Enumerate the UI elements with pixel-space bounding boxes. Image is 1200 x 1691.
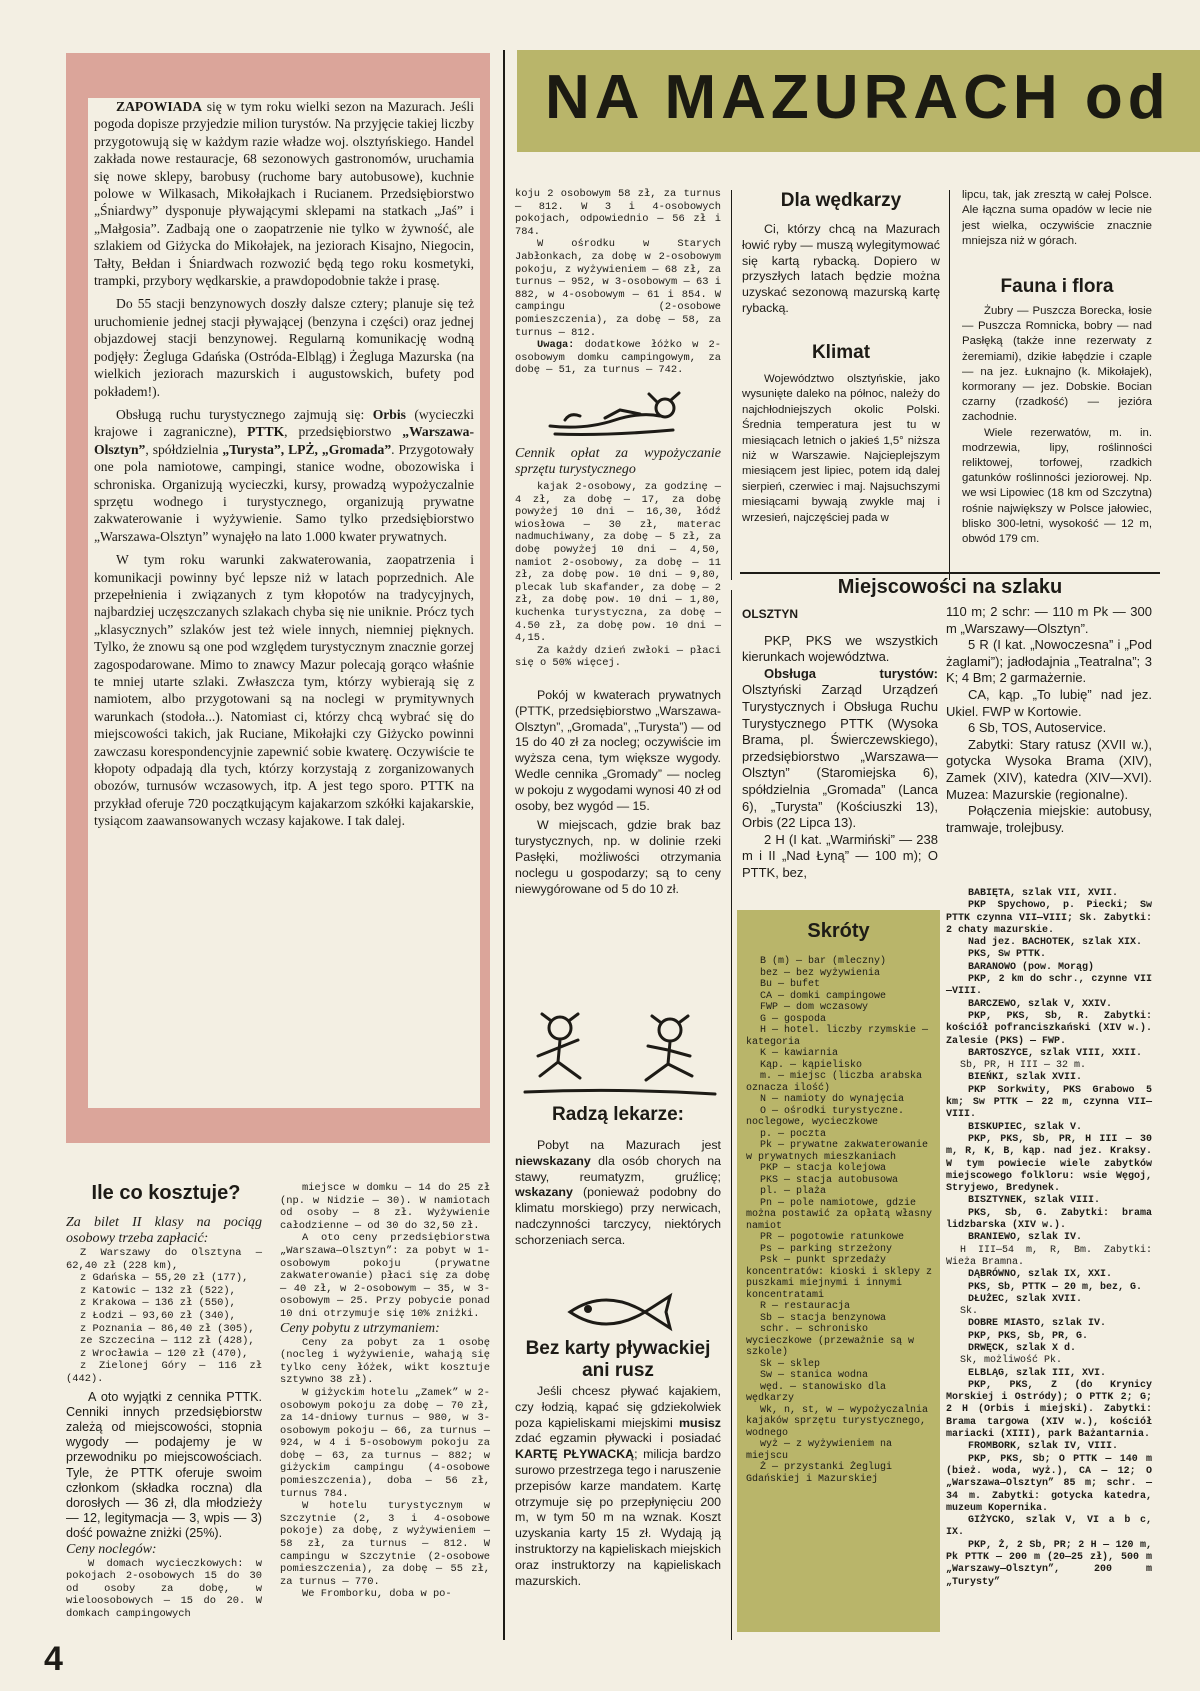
- kosztuje-paragraph: W hotelu turystycznym w Szczytnie (2, 3 i 4-osobowe pokoje) za dobę, z wyżywieniem — 58 zł, za turnus — 812. W campingu w Szczytnie (2-osobowe pomieszczenia), za dobę — 55 zł, za turnus — 770.: [280, 1500, 490, 1588]
- skroty-title: Skróty: [807, 920, 870, 942]
- place-entry: BARTOSZYCE, szlak VIII, XXII.: [968, 1047, 1143, 1059]
- intro-text: się w tym roku wielki sezon na Mazurach. Jeśli pogoda dopisze przyjedzie milion turystów. Na przyjęcie takiej liczby przygotowują się w każdym razie władze woj. olsztyńskiego. Handel zakłada nowe restauracje, 68 sezonowych gastronomów, uruchamia się nowe sklepy, barobusy (ruchome bary autobusowe), kuchnie polowe w Wilkasach, Mikołajkach i Rucianem. Przedsiębiorstwo „Śniardwy” dysponuje pływającymi sklepami na statkach „Jaś” i „Małgosia”. Zadbają one o zaopatrzenie nie tylko w żywność, ale szlakiem od Giżycka do Mikołajek, na jeziorach Kisajno, Niegocin, Tałty, Bełdan i Śniardwach rozwozić będą tego roku kosmetyki, trampki, przybory wędkarskie, a prawdopodobnie także i prasę.: [94, 99, 474, 289]
- karta-text-part: Jeśli chcesz pływać kajakiem, czy łodzią, kąpać się gdziekolwiek poza kąpieliskami miejskimi: [515, 1384, 721, 1430]
- skrot-entry: CA — domki campingowe: [760, 990, 887, 1002]
- karta-title: Bez karty pływackiej ani rusz: [525, 1338, 711, 1381]
- kosztuje-title: Ile co kosztuje?: [91, 1182, 241, 1204]
- lekarze-bold: niewskazany: [515, 1153, 591, 1168]
- banner-title: NA MAZURACH od: [545, 63, 1171, 132]
- skrot-entry: Psk — punkt sprzedaży koncentratów: kioski i sklepy z puszkami miejnymi i innymi koncentratami: [746, 1255, 933, 1301]
- prices-paragraph: koju 2 osobowym 58 zł, za turnus — 812. W 3 i 4-osobowych pokojach, odpowiednio — 56 zł i 784.: [515, 188, 721, 238]
- intro-paragraph: [94, 98, 474, 289]
- place-entry: BABIĘTA, szlak VII, XVII.: [968, 888, 1119, 899]
- place-entry: Sk.: [960, 1306, 979, 1318]
- intro-bold: „Warszawa-Olsztyn”: [94, 424, 474, 457]
- kosztuje-paragraph: A oto wyjątki z cennika PTTK. Cenniki innych przedsiębiorstw zależą od miejscowości, stopnia wygody — podajemy je w przewodniku po miejscowościach. Tyle, że PTTK oferuje swoim członkom (składka roczna) dla dorosłych — 36 zł, dla młodzieży — 12, legitymacja — 3, wpis — 3) dość poważne zniżki (25%).: [66, 1389, 262, 1541]
- noclegi-title: Ceny noclegów:: [66, 1541, 157, 1557]
- cennik-title: Cennik opłat za wypożyczanie sprzętu turystycznego: [515, 446, 721, 477]
- bilet-entry: z Gdańska — 55,20 zł (177),: [80, 1272, 249, 1285]
- wedkarze-paragraph: Ci, którzy chcą na Mazurach łowić ryby — muszą wylegitymować się kartą rybacką. Dopiero w przyszłych latach będzie można uzyskać sezonową mazurską kartę rybacką.: [742, 222, 940, 315]
- lekarze-text-part: dla osób chorych na stawy, reumatyzm, gruźlicę;: [515, 1153, 721, 1184]
- note-text: dodatkowe łóżko w 2-osobowym domku campingowym, za dobę — 51, za turnus — 742.: [515, 339, 721, 377]
- wedkarze-title: Dla wędkarzy: [780, 190, 902, 211]
- kwatery-section: [515, 688, 721, 897]
- skrot-entry: schr. — schronisko wycieczkowe (przeważnie są w szkole): [746, 1324, 915, 1358]
- karta-text-part: zdać egzamin pływacki i posiadać: [515, 1431, 721, 1446]
- place-entry: GIŻYCKO, szlak V, VI a b c, IX.: [946, 1515, 1152, 1539]
- skrot-entry: bez — bez wyżywienia: [760, 967, 881, 979]
- bilet-entry: z Krakowa — 136 zł (550),: [80, 1297, 236, 1310]
- intro-text: (wycieczki krajowe i zagraniczne),: [94, 406, 475, 440]
- olsztyn-lead: Obsługa turystów:: [764, 665, 938, 681]
- bilet-entry: ze Szczecina — 112 zł (428),: [80, 1335, 255, 1348]
- skrot-entry: K — kawiarnia: [760, 1048, 839, 1059]
- swimmer-illustration: [545, 390, 685, 438]
- place-entry: FROMBORK, szlak IV, VIII.: [968, 1441, 1119, 1453]
- opady-paragraph: lipcu, tak, jak zresztą w całej Polsce. Ale łączna suma opadów w lecie nie jest wielka, oczywiście znacznie mniejsza niż w górach.: [962, 189, 1152, 248]
- column-rule: [949, 190, 950, 580]
- place-entry: PKS, Sw PTTK.: [968, 949, 1047, 961]
- intro-paragraph: Do 55 stacji benzynowych doszły dalsze cztery; planuje się też uruchomienie jednej stacji pływającej (benzyna i części) oraz jednej objazdowej stacji benzynowej. Regularną komunikację wodną podjęły: Żegluga Gdańska (Ostróda-Elbląg) i Żegluga Mazurska (na wielkich jeziorach mazurskich i augustowskich, bufety pod pokładem!).: [94, 296, 474, 399]
- skrot-entry: R — restauracja: [760, 1301, 851, 1312]
- olsztyn-paragraph: 110 m; 2 schr: — 110 m Pk — 300 m „Warszawy—Olsztyn”.: [946, 604, 1152, 636]
- place-entry: BRANIEWO, szlak IV.: [968, 1232, 1083, 1244]
- olsztyn-section: [742, 606, 938, 882]
- prices-note: [515, 339, 721, 377]
- karta-paragraph: [515, 1384, 721, 1589]
- kwatery-paragraph: Pokój w kwaterach prywatnych (PTTK, przedsiębiorstwo „Warszawa-Olsztyn”, „Gromada”, „Turysta”) — od 15 do 40 zł za nocleg; oczywiście im wyższa cena, tym większe wygody. Wedle cennika „Gromady” — nocleg w pokoju z wygodami wynosi 40 zł od osoby, bez wygód — 15.: [515, 688, 721, 813]
- intro-text: . Przygotowały one pola namiotowe, campingi, stanice wodne, obozowiska i schroniska. Organizują wycieczki, kursy, prowadzą wypożyczalnie sprzętu wodnego i turystycznego, organizują prywatne zakwaterowanie i wyżywienie. Samo tylko przedsiębiorstwo „Warszawa-Olsztyn” wynajęło na lato 1.000 kwater prywatnych.: [94, 441, 474, 544]
- olsztyn-paragraph: [742, 666, 938, 832]
- kwatery-paragraph: W miejscach, gdzie brak baz turystycznych, np. w dolinie rzeki Pasłęki, możliwości otrzymania noclegu u gospodarzy; są to ceny niewygórowane od 5 do 10 zł.: [515, 818, 721, 896]
- intro-text: Obsługą ruchu turystycznego zajmują się:: [116, 406, 373, 422]
- skrot-entry: FWP — dom wczasowy: [760, 1002, 869, 1013]
- place-entry: PKP, PKS, Sb, R. Zabytki: kościół pofranciszkański (XIV w.). Zalesie (PKS) — FWP.: [946, 1010, 1152, 1047]
- skrot-entry: m. — miejsc (liczba arabska oznacza ilość): [746, 1071, 923, 1094]
- fauna-paragraph: Żubry — Puszcza Borecka, łosie — Puszcza Romnicka, bobry — nad Pasłęką (także inne rezerwaty z żeremiami), dzikie łabędzie i czaple — na jez. Łuknajno (k. Mikołajek), kormorany — jez. Dobskie. Bocian czarny (rzadkość) — jezióra zachodnie.: [962, 305, 1152, 424]
- kosztuje-col2: [280, 1182, 490, 1601]
- intro-text: , przedsiębiorstwo: [284, 424, 403, 440]
- place-entry: Sk, możliwość Pk.: [960, 1355, 1063, 1367]
- bilet-entry: Z Warszawy do Olsztyna — 62,40 zł (228 km),: [66, 1247, 262, 1272]
- skroty-list: [746, 956, 933, 1485]
- column-rule: [731, 190, 732, 580]
- kosztuje-paragraph: A oto ceny przedsiębiorstwa „Warszawa—Olsztyn”: za pobyt w 1-osobowym pokoju (prywatne zakwaterowanie) płaci się za dobę — 40 zł, w 2-osobowym — 35, w 3-osobowym — 25. Przy pobycie ponad 10 dni otrzymuje się 10% zniżki.: [280, 1232, 490, 1320]
- kosztuje-paragraph: miejsce w domku — 14 do 25 zł (np. w Nidzie — 30). W namiotach od osoby — 8 zł. Wyżywienie całodzienne — od 30 do 32,50 zł.: [280, 1182, 490, 1232]
- fish-illustration: [560, 1290, 680, 1334]
- skrot-entry: Sw — stanica wodna: [760, 1370, 869, 1381]
- skrot-entry: B (m) — bar (mleczny): [760, 956, 887, 967]
- olsztyn-paragraph: 6 Sb, TOS, Autoservice.: [968, 720, 1107, 736]
- place-entry: PKP Spychowo, p. Piecki; Sw PTTK czynna VII—VIII; Sk. Zabytki: 2 chaty mazurskie.: [946, 900, 1152, 936]
- place-entry: Nad jez. BACHOTEK, szlak XIX.: [968, 937, 1143, 949]
- olsztyn-paragraph: Połączenia miejskie: autobusy, tramwaje, trolejbusy.: [946, 803, 1152, 835]
- place-entry: BARANOWO (pow. Morąg): [968, 961, 1095, 973]
- place-entry: PKP, Ż, 2 Sb, PR; 2 H — 120 m, Pk PTTK — 200 m (20—25 zł), 500 m „Warszawy—Olsztyn”, 200 m „Turysty”: [946, 1539, 1152, 1588]
- olsztyn-paragraph: Zabytki: Stary ratusz (XVII w.), gotycka Wysoka Brama (XIV), Zamek (XIV), katedra (XIV—XVI). Muzea: Mazurskie (regionalne).: [946, 736, 1152, 802]
- skrot-entry: węd. — stanowisko dla wędkarzy: [746, 1381, 887, 1404]
- place-entry: BARCZEWO, szlak V, XXIV.: [968, 998, 1113, 1010]
- skrot-entry: wyż — z wyżywieniem na miejscu: [746, 1439, 893, 1462]
- miejscowosci-title: Miejscowości na szlaku: [837, 576, 1063, 598]
- cennik-section: [515, 446, 721, 670]
- place-entry: PKP, 2 km do schr., czynne VII—VIII.: [946, 974, 1152, 998]
- skrot-entry: G — gospoda: [760, 1013, 827, 1025]
- olsztyn-paragraph: PKP, PKS we wszystkich kierunkach województwa.: [742, 632, 938, 665]
- kosztuje-paragraph: We Fromborku, doba w po-: [302, 1588, 452, 1601]
- place-entry: PKP Sorkwity, PKS Grabowo 5 km; Sw PTTK — 22 m, czynna VII—VIII.: [946, 1084, 1152, 1121]
- karta-bold: KARTĘ PŁYWACKĄ: [515, 1447, 635, 1462]
- place-entry: PKP, PKS, Sb, PR, G.: [968, 1330, 1089, 1342]
- place-entry: PKS, Sb, G. Zabytki: brama lidzbarska (XIV w.).: [946, 1207, 1152, 1232]
- bilet-title: Za bilet II klasy na pociąg osobowy trzeba zapłacić:: [66, 1215, 262, 1246]
- klimat-title: Klimat: [811, 342, 871, 363]
- intro-article: [88, 98, 480, 1108]
- prices-paragraph: W ośrodku w Starych Jabłonkach, za dobę w 2-osobowym pokoju, z wyżywieniem — 68 zł, za turnus — 952, w 3-osobowym — 63 i 882, w 4-osobowym — 61 i 854. W campingu (2-osobowe pomieszczenia), za dobę — 58, za turnus — 812.: [515, 238, 721, 339]
- karta-text: [515, 1384, 721, 1589]
- intro-bold: PTTK: [247, 424, 285, 440]
- bilet-entry: z Zielonej Góry — 116 zł (442).: [66, 1360, 262, 1385]
- skrot-entry: PR — pogotowie ratunkowe: [760, 1232, 905, 1243]
- skrot-entry: H — hotel. liczby rzymskie — kategoria: [746, 1025, 929, 1048]
- intro-lead: ZAPOWIADA: [116, 99, 203, 114]
- column-rule: [731, 590, 732, 1640]
- place-entry: BISKUPIEC, szlak V.: [968, 1121, 1083, 1133]
- fauna-text: [962, 304, 1152, 547]
- karta-text-part: ; milicja bardzo surowo przestrzega tego i naruszenie przepisów karze mandatem. Kartę otrzymuje się po przepłynięciu 200 m, w tym 50 m na wznak. Koszt uzyskania karty 15 zł. Wydają ją instruktorzy na kąpieliskach miejskich oraz instruktorzy na kąpieliskach mazurskich.: [515, 1447, 721, 1588]
- lekarze-bold: wskazany: [515, 1185, 573, 1200]
- noclegi-text: W domach wycieczkowych: w pokojach 2-osobowych 15 do 30 od osoby za dobę, w wieloosobowych — 15 do 20. W domkach campingowych: [66, 1557, 262, 1620]
- kosztuje-paragraph: W giżyckim hotelu „Zamek” w 2-osobowym pokoju za dobę — 70 zł, za 14-dniowy turnus — 980, w 3-osobowym pokoju — 66, za turnus — 924, w 4 i 5-osobowym pokoju za dobę — 63, za turnus — 882; w giżyckim campingu (4-osobowe pomieszczenia), doba — 56 zł, turnus 784.: [280, 1386, 490, 1500]
- sunbathers-illustration: [520, 1010, 720, 1098]
- wedkarze-text: [742, 222, 940, 317]
- cennik-note: Za każdy dzień zwłoki — płaci się o 50% więcej.: [515, 644, 721, 670]
- lekarze-text: [515, 1138, 721, 1249]
- bilet-entry: z Poznania — 86,40 zł (305),: [80, 1322, 255, 1335]
- skrot-entry: Sk — sklep: [760, 1358, 821, 1370]
- cennik-list: kajak 2-osobowy, za godzinę — 4 zł, za dobę — 17, za dobę powyżej 10 dni — 16,30, łódź wiosłowa — 30 zł, materac nadmuchiwany, za dobę — 5 zł, za dobę powyżej 10 dni — 4,50, namiot 2-osobowy, za dobę — 11 zł, za dobę pow. 10 dni — 9,80, plecak lub skafander, za dobę — 2 zł, za dobę pow. 10 dni — 1,80, kuchenka turystyczna, za dobę — 4.50 zł, za dobę pow. 10 dni — 4,15.: [515, 481, 721, 645]
- klimat-paragraph: Województwo olsztyńskie, jako wysunięte daleko na północ, należy do najchłodniejszych okolic Polski. Średnia temperatura jest tu w miesiącach letnich o jakieś 1,5° niższa niż w Warszawie. Najcieplejszym miesiącem jest lipiec, potem idą dalej sierpień, czerwiec i maj. Najsuchszymi miesiącami bywają zwykle maj i wrzesień, najczęściej pada w: [742, 373, 940, 524]
- place-entry: DĄBRÓWNO, szlak IX, XXI.: [968, 1269, 1113, 1281]
- places-list: [946, 888, 1152, 1589]
- skrot-entry: Pk — prywatne zakwaterowanie w prywatnych mieszkaniach: [746, 1140, 929, 1163]
- skrot-entry: Bu — bufet: [760, 979, 821, 990]
- olsztyn-name: OLSZTYN: [742, 607, 798, 621]
- lekarze-paragraph: [515, 1138, 721, 1249]
- kosztuje-paragraph: Ceny za pobyt za 1 osobę (nocleg i wyżywienie, wahają się tylko ceny łóżek, wikt kosztuje sztywno 38 zł).: [280, 1336, 490, 1387]
- intro-bold: „Turysta”, LPŻ, „Gromada”: [222, 441, 392, 457]
- utrzym-title: Ceny pobytu z utrzymaniem:: [280, 1320, 440, 1336]
- skrot-entry: p. — poczta: [760, 1128, 827, 1140]
- page-number: 4: [44, 1640, 63, 1678]
- intro-paragraph: W tym roku warunki zakwaterowania, zaopatrzenia i komunikacji powinny być lepsze niż w latach poprzednich. Ale przepełnienia i związanych z tym kłopotów na tradycyjnych, najbardziej uczęszczanych szlakach chyba się nie uniknie. Prócz tych „klasycznych” szlaków jest też wiele innych, niemniej pięknych. Tylko, że znowu są one pod względem turystycznym znacznie gorzej zagospodarowane. Mimo to znawcy Mazur polecają gorąco właśnie te mniej utarte szlaki. Zwłaszcza tym, którzy wybierają się z namiotem, albo przygotowani są na noclegi w prymitywnych warunkach (stodoła...). Natomiast ci, którzy chcą wybrać się do miejscowości takich, jak Ruciane, Mikołajki czy Giżycko powinni zawczasu korespondencyjnie zapewnić sobie kwaterę. Oczywiście te kłopoty odpadają dla tych, którzy korzystają z zorganizowanych obozów, turnusów wczasowych, itp. A jest tego sporo. PTTK na przykład oferuje 720 początkującym kajakarzom szkółki kajakarskie, tysiącom zaawansowanych wczasy kajakowe. I tak dalej.: [94, 552, 474, 829]
- skrot-entry: pl. — plaża: [760, 1186, 827, 1197]
- place-entry: H III—54 m, R, Bm. Zabytki: Wieża Bramna.: [946, 1244, 1152, 1268]
- kosztuje-col1: [66, 1215, 262, 1621]
- skrot-entry: Pn — pole namiotowe, gdzie można postawić za opłatą własny namiot: [746, 1197, 933, 1232]
- olsztyn-continued: [946, 604, 1152, 836]
- olsztyn-paragraph: 5 R (I kat. „Nowoczesna” i „Pod żaglami”); jadłodajnia „Teatralna”; 3 K; 4 Bm; 2 garmażernie.: [946, 637, 1152, 686]
- skrot-entry: PKP — stacja kolejowa: [760, 1163, 887, 1174]
- place-entry: PKP, PKS, Sb, PR, H III — 30 m, R, K, B, kąp. nad jez. Kraksy. W tym powiecie wiele zabytków miejscowego folkloru: wsie Węgoj, Stryjewo, Bredynek.: [946, 1133, 1152, 1195]
- place-entry: BISZTYNEK, szlak VIII.: [968, 1195, 1101, 1207]
- place-entry: ELBLĄG, szlak III, XVI.: [968, 1367, 1107, 1379]
- bilet-entry: z Wrocławia — 120 zł (470),: [80, 1347, 249, 1360]
- olsztyn-paragraph: CA, kąp. „To lubię” nad jez. Ukiel. FWP w Kortowie.: [946, 686, 1152, 719]
- lekarze-text-part: (ponieważ podobny do klimatu morskiego) przy nerwicach, nadczynności tarczycy, niektórych schorzeniach serca.: [515, 1185, 721, 1247]
- place-entry: BIEŃKI, szlak XVII.: [968, 1072, 1083, 1084]
- lekarze-title: Radzą lekarze:: [551, 1104, 684, 1125]
- note-label: Uwaga:: [537, 339, 575, 352]
- lekarze-text-part: Pobyt na Mazurach jest: [537, 1138, 721, 1152]
- klimat-text: [742, 372, 940, 526]
- fauna-title: Fauna i flora: [1000, 276, 1114, 297]
- karta-bold: musisz: [678, 1415, 721, 1430]
- fauna-paragraph: Wiele rezerwatów, m. in. modrzewia, lipy, roślinności reliktowej, torfowej, rzadkich gatunków roślinności jeziorowej. Np. we wsi Lipowiec (18 km od Szczytna) rośnie największy w Polsce jałowiec, blisko 300-letni, wysokość — 12 m, obwód 179 cm.: [962, 426, 1152, 546]
- place-entry: DŁUŻEC, szlak XVII.: [968, 1293, 1083, 1305]
- place-entry: PKP, PKS, Z (do Krynicy Morskiej i Ostródy); O PTTK 2; G; 2 H (Orbis i miejski). Zabytki: Brama targowa (XIV w.), kościół mariacki (XIII), park Bażantarnia.: [946, 1379, 1152, 1441]
- skrot-entry: PKS — stacja autobusowa: [760, 1174, 899, 1186]
- intro-text: , spółdzielnia: [145, 441, 223, 457]
- place-entry: PKS, Sb, PTTK — 20 m, bez, G.: [968, 1281, 1143, 1293]
- bilet-entry: z Katowic — 132 zł (522),: [80, 1284, 236, 1297]
- place-entry: PKP, PKS, Sb; O PTTK — 140 m (bież. woda, wyż.), CA — 12; O „Warszawa—Olsztyn” 85 m; schr. — 34 m. Zabytki: gotycka katedra, muzeum Kopernika.: [946, 1453, 1152, 1514]
- intro-bold: Orbis: [372, 406, 406, 422]
- skrot-entry: Ż — przystanki Żeglugi Gdańskiej i Mazurskiej: [746, 1462, 893, 1485]
- place-entry: DRWĘCK, szlak X d.: [968, 1342, 1077, 1354]
- place-entry: Sb, PR, H III — 32 m.: [960, 1060, 1087, 1072]
- place-entry: DOBRE MIASTO, szlak IV.: [968, 1318, 1107, 1330]
- skrot-entry: O — ośrodki turystyczne. noclegowe, wycieczkowe: [746, 1105, 905, 1128]
- bilet-entry: z Łodzi — 93,60 zł (340),: [80, 1309, 236, 1322]
- intro-paragraph: [94, 406, 474, 545]
- skrot-entry: Ps — parking strzeżony: [760, 1243, 893, 1255]
- section-rule: [740, 572, 1160, 574]
- olsztyn-text: Olsztyński Zarząd Urządzeń Turystycznych i Obsługa Ruchu Turystycznego PTTK (Wysoka Brama, pl. Świerczewskiego), przedsiębiorstwo „Warszawa—Olsztyn” (Staromiejska 6), spółdzielnia „Gromada” (Lanca 6), „Turysta” (Kościuszki 13), Orbis (22 Lipca 13).: [742, 682, 938, 831]
- skrot-entry: N — namioty do wynajęcia: [760, 1094, 905, 1105]
- skrot-entry: Wk, n, st, w — wypożyczalnia kajaków sprzętu turystycznego, wodnego: [746, 1404, 929, 1439]
- skrot-entry: Kąp. — kąpielisko: [760, 1059, 863, 1071]
- skrot-entry: Sb — stacja benzynowa: [760, 1312, 887, 1324]
- opady-text: [962, 188, 1152, 250]
- olsztyn-paragraph: 2 H (I kat. „Warmiński” — 238 m i II „Nad Łyną” — 100 m); O PTTK, bez,: [742, 831, 938, 880]
- column-rule: [503, 50, 505, 1640]
- bilet-list: [66, 1247, 262, 1386]
- prices-column: [515, 188, 721, 377]
